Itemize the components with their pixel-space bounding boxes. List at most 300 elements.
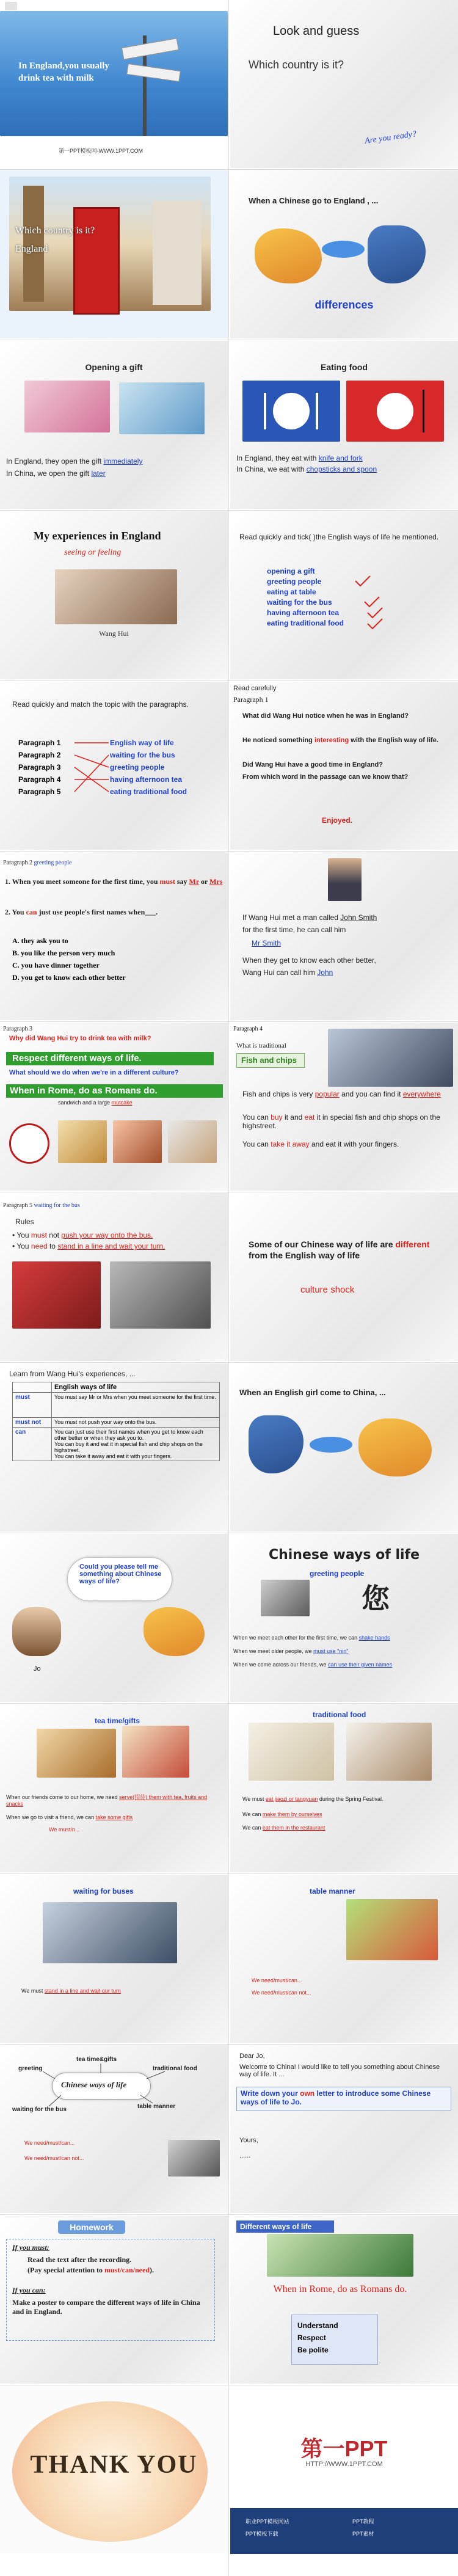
q-highlight: must — [159, 877, 175, 886]
slide-2[interactable] — [230, 0, 458, 168]
keyword: need — [31, 1242, 48, 1250]
paragraph-label — [3, 1202, 80, 1209]
slide-22[interactable] — [230, 1704, 458, 1872]
subtitle: seeing or feeling — [64, 548, 122, 557]
list-item: waiting for the bus — [110, 751, 175, 759]
letter-sign: ...... — [239, 2152, 251, 2159]
answer-text: buy — [271, 1113, 283, 1122]
text-part: We can — [242, 1825, 263, 1831]
slide-title: tea time/gifts — [95, 1717, 140, 1725]
text-part: We must — [242, 1796, 266, 1802]
list-item: Paragraph 4 — [18, 775, 61, 784]
row-header: must not — [13, 1418, 52, 1428]
slide-13[interactable] — [0, 1023, 228, 1191]
answer-text: shake hands — [358, 1635, 390, 1641]
slide-6[interactable] — [230, 341, 458, 509]
q-answer: Mrs — [209, 877, 223, 886]
text-part: When we come across our friends, we — [233, 1662, 329, 1668]
china-map-icon — [144, 1607, 205, 1656]
answer-text — [242, 737, 444, 744]
man-photo — [328, 858, 362, 901]
airplane-icon — [310, 1437, 352, 1453]
q-highlight: can — [26, 908, 37, 916]
differences-text: differences — [314, 299, 374, 311]
cake-photo — [113, 1120, 162, 1163]
slide-18[interactable] — [230, 1363, 458, 1531]
tea-photo — [37, 1729, 116, 1778]
q-part: 2. You — [5, 908, 26, 916]
text-part: from the English way of life — [249, 1250, 360, 1260]
text-part: You — [16, 1242, 31, 1250]
node-label: traditional food — [153, 2065, 197, 2072]
line-2 — [242, 1811, 453, 1817]
text-part: Fish and chips is very — [242, 1090, 315, 1098]
text-part: You can — [242, 1113, 271, 1122]
header-text: Read carefully — [233, 685, 277, 692]
answer-part: He noticed something — [242, 737, 314, 744]
logo-text: 第一PPT — [300, 2436, 388, 2461]
handshake-photo — [261, 1580, 310, 1616]
question-1 — [5, 877, 225, 886]
slide-title: table manner — [310, 1887, 355, 1896]
line-4: When they get to know each other better, — [242, 956, 376, 965]
column-divider — [228, 0, 229, 2576]
slide-title: Learn from Wang Hui's experiences, ... — [9, 1370, 136, 1378]
text-part: When our friends come to our home, we need — [6, 1794, 120, 1800]
sandwich-photo — [58, 1120, 107, 1163]
answer-text: serve(招待) them with tea, fruits and snacks — [6, 1794, 208, 1807]
table-cell: You must not push your way onto the bus. — [52, 1418, 220, 1428]
q-part: say — [175, 877, 189, 886]
answer-text: When in Rome, do as Romans do. — [10, 1085, 158, 1096]
keyword: own — [300, 2089, 315, 2098]
slide-8[interactable] — [230, 511, 458, 679]
rules-heading: Rules — [15, 1217, 34, 1226]
letter-body: Welcome to China! I would like to tell you something about Chinese way of life. It ... — [239, 2063, 440, 2078]
check-marks — [349, 567, 404, 635]
text-part: Wang Hui can call him — [242, 968, 318, 977]
line-2: We need/must/can not... — [252, 1990, 311, 1996]
slide-3[interactable] — [0, 170, 228, 338]
slide-title: Look and guess — [273, 24, 360, 38]
text-part: and eat it with your fingers. — [309, 1140, 399, 1148]
line-2 — [242, 1113, 450, 1130]
paragraph-label: Paragraph 3 — [3, 1026, 33, 1032]
knife-icon — [316, 393, 318, 429]
slide-12[interactable] — [230, 852, 458, 1020]
slide-title: Eating food — [321, 362, 368, 372]
para-text: Paragraph 2 — [3, 859, 33, 866]
slide-1[interactable] — [0, 0, 228, 168]
slide-30[interactable] — [230, 2386, 458, 2554]
nin-character: 您 — [362, 1583, 390, 1615]
answer-text: eat — [304, 1113, 315, 1122]
thank-you-text: THANK YOU — [30, 2451, 198, 2479]
q-answer: Mr — [189, 877, 199, 886]
check-icon — [355, 576, 370, 586]
paragraph-label: Paragraph 4 — [233, 1026, 263, 1032]
text-part: (Pay special attention to — [27, 2266, 104, 2274]
list-item: Paragraph 2 — [18, 751, 61, 759]
instruction-text: Read quickly and match the topic with the paragraphs. — [12, 700, 189, 709]
text-part: and you can find it — [339, 1090, 403, 1098]
dumplings-photo — [249, 1723, 334, 1781]
gift-photo — [119, 382, 205, 434]
list-item: waiting for the bus — [267, 598, 332, 607]
line-text: In England, they open the gift — [6, 457, 104, 465]
text-part: letter to introduce some Chinese ways of life to Jo. — [241, 2089, 431, 2106]
text-part: and a large — [81, 1100, 112, 1106]
line-3: We must/n... — [49, 1826, 80, 1833]
slide-11[interactable] — [0, 852, 228, 1020]
slide-4[interactable] — [230, 170, 458, 338]
slide-10[interactable] — [230, 682, 458, 850]
ready-text: Are you ready? — [364, 130, 417, 146]
task-text — [241, 2089, 448, 2106]
list-item: opening a gift — [267, 567, 315, 575]
option-item[interactable]: A. they ask you to — [12, 936, 68, 945]
url-text: HTTP://WWW.1PPT.COM — [305, 2461, 383, 2468]
answer-text: eat them in the restaurant — [262, 1825, 325, 1831]
option-item[interactable]: B. you like the person very much — [12, 949, 115, 957]
answer-text: stand in a line and wait our turn — [44, 1988, 121, 1994]
answer-text: knife and fork — [318, 454, 363, 462]
list-item: eating traditional food — [267, 619, 344, 627]
list-item: Paragraph 5 — [18, 787, 61, 796]
slide-21[interactable] — [0, 1704, 228, 1872]
question-text: Which country is it? — [15, 225, 95, 236]
list-item: eating at table — [267, 588, 316, 596]
keyword: must/can/need — [104, 2266, 150, 2274]
ways-list — [267, 566, 344, 629]
name-highlight: John Smith — [340, 913, 377, 922]
footer-text: 第一PPT模板网-WWW.1PPT.COM — [59, 148, 143, 154]
question-text: Which country is it? — [249, 59, 344, 71]
table-cell: You must say Mr or Mrs when you meet someone for the first time. — [52, 1393, 220, 1418]
q-part: or — [198, 877, 210, 886]
answer-text: make them by ourselves — [262, 1811, 322, 1817]
row-divider — [0, 680, 458, 681]
answer-text: immediately — [103, 457, 143, 465]
footer-item: 职业PPT模板网站 — [245, 2519, 289, 2525]
airplane-icon — [322, 241, 365, 258]
list-item: Paragraph 3 — [18, 763, 61, 772]
slide-25[interactable] — [0, 2045, 228, 2213]
para-text: Paragraph 5 — [3, 1202, 33, 1209]
question-text: Did Wang Hui have a good time in England? — [242, 761, 383, 768]
building-icon — [153, 201, 202, 305]
slide-title: When an English girl come to China, ... — [239, 1388, 386, 1397]
portrait-photo — [55, 569, 177, 624]
slide-title: waiting for buses — [73, 1887, 134, 1896]
line-text: In China, we open the gift — [6, 469, 92, 478]
line-2: for the first time, he can call him — [242, 925, 346, 934]
china-line — [236, 465, 377, 473]
quote-text: When in Rome, do as Romans do. — [273, 2284, 407, 2294]
clock-icon — [9, 1123, 49, 1164]
slide-9[interactable] — [0, 682, 228, 850]
line-1 — [242, 1090, 450, 1098]
node-label: greeting — [18, 2065, 43, 2072]
landscape-photo — [267, 2234, 413, 2277]
text-part: If Wang Hui met a man called — [242, 913, 341, 922]
options-list — [12, 935, 126, 983]
line-1 — [242, 1796, 453, 1802]
keyword: different — [395, 1239, 430, 1249]
question-text: What should we do when we're in a different culture? — [9, 1069, 179, 1076]
list-item: Understand — [297, 2321, 338, 2330]
paragraph-list — [18, 737, 60, 798]
bus-queue-photo — [43, 1902, 177, 1963]
paragraph-label: Paragraph 1 — [233, 695, 269, 704]
girl-photo — [12, 1607, 61, 1656]
q-part: 1. When you meet someone for the first time, you — [5, 877, 160, 886]
slide-26[interactable] — [230, 2045, 458, 2213]
check-icon — [365, 597, 379, 607]
answer-text: take it away — [271, 1140, 310, 1148]
answer-text: everywhere — [402, 1090, 441, 1098]
culture-shock-text: culture shock — [300, 1285, 355, 1295]
bus-photo — [12, 1261, 101, 1329]
topic-list — [110, 737, 187, 798]
footer-item: PPT教程 — [352, 2519, 374, 2525]
slide-27[interactable] — [0, 2216, 228, 2384]
list-item: greeting people — [110, 763, 165, 772]
instruction-text: Read quickly and tick( )the English ways of life he mentioned. — [239, 533, 439, 541]
people-photo — [328, 1029, 453, 1087]
check-icon — [368, 619, 382, 629]
items-list — [297, 2319, 338, 2356]
line-5 — [242, 968, 333, 977]
slide-20[interactable] — [230, 1534, 458, 1702]
row-header: can — [13, 1428, 52, 1461]
check-icon — [368, 608, 382, 618]
row-divider — [0, 1021, 458, 1022]
can-item: Make a poster to compare the different ways of life in China and in England. — [12, 2298, 200, 2316]
rule-1: • You must not push your way onto the bus. — [12, 1231, 153, 1239]
must-item — [27, 2266, 211, 2275]
question-2 — [5, 907, 225, 917]
match-lines — [73, 740, 110, 801]
answer-text: later — [91, 469, 106, 478]
answer-text: take some gifts — [95, 1814, 133, 1820]
text-part: Write down your — [241, 2089, 300, 2098]
footer-item: PPT素材 — [352, 2531, 374, 2537]
list-item: having afternoon tea — [267, 608, 340, 617]
rule-text: stand in a line and wait your turn. — [57, 1242, 165, 1250]
node-label: table manner — [137, 2103, 176, 2110]
question-text: Why did Wang Hui try to drink tea with milk? — [9, 1035, 151, 1042]
row-divider — [0, 510, 458, 511]
list-item: Paragraph 1 — [18, 739, 61, 747]
queue-photo — [110, 1261, 211, 1329]
answer-text: Enjoyed. — [322, 816, 353, 825]
list-item: English way of life — [110, 739, 174, 747]
list-item: Be polite — [297, 2346, 329, 2354]
text-part: ). — [150, 2266, 154, 2274]
line-1 — [233, 1635, 456, 1641]
text-part: When we meet each other for the first time, we can — [233, 1635, 359, 1641]
phone-booth-icon — [73, 207, 120, 315]
can-heading: If you can: — [12, 2286, 46, 2294]
row-divider — [0, 169, 458, 170]
line-1 — [242, 913, 377, 922]
line-2: We need/must/can not... — [24, 2155, 84, 2161]
tea-photo — [168, 1120, 217, 1163]
line-1 — [6, 1793, 220, 1807]
option-item[interactable]: D. you get to know each other better — [12, 973, 126, 982]
slide-19[interactable] — [0, 1534, 228, 1702]
must-heading: If you must: — [12, 2243, 49, 2252]
row-divider — [0, 1703, 458, 1704]
england-line — [236, 454, 363, 462]
row-divider — [0, 2214, 458, 2215]
line-3 — [233, 1662, 456, 1668]
text-part: to — [47, 1242, 58, 1250]
letter-closing: Yours, — [239, 2137, 258, 2144]
rule-2: • You need to stand in a line and wait your turn. — [12, 1242, 165, 1250]
text-part: Some of our Chinese way of life are — [249, 1239, 396, 1249]
slide-7[interactable] — [0, 511, 228, 679]
answer-part: with the English way of life. — [349, 737, 438, 744]
footer-item: PPT模板下载 — [245, 2531, 278, 2537]
line-3 — [242, 1140, 450, 1148]
slide-29[interactable] — [0, 2386, 228, 2554]
slide-24[interactable] — [230, 1875, 458, 2043]
row-header: must — [13, 1393, 52, 1418]
slide-title: Chinese ways of life — [268, 1547, 420, 1563]
answer-text: eat jiaozi or tangyuan — [265, 1796, 318, 1802]
paragraph-label — [3, 859, 71, 866]
row-divider — [0, 2044, 458, 2045]
slide-title: When a Chinese go to England , ... — [249, 196, 379, 205]
line-3: Mr Smith — [252, 939, 281, 947]
line-2 — [6, 1814, 220, 1820]
slide-title: Homework — [70, 2222, 114, 2232]
text-part: We must — [21, 1988, 45, 1994]
dinner-cartoon — [346, 1899, 438, 1960]
option-item[interactable]: C. you have dinner together — [12, 961, 100, 969]
fork-icon — [264, 393, 266, 429]
line-text: In China, we eat with — [236, 465, 307, 473]
england-line — [6, 457, 142, 465]
text-part: mutcake — [111, 1100, 133, 1106]
slide-title — [249, 1239, 444, 1261]
node-label: tea time&gifts — [76, 2056, 117, 2063]
slide-title: In England,you usually drink tea with milk — [18, 61, 109, 83]
list-item: eating traditional food — [110, 787, 187, 796]
bubble-text: Could you please tell me something about Chinese ways of life? — [79, 1563, 162, 1585]
line-1: We need/must/can... — [24, 2140, 75, 2146]
text-part: You — [16, 1231, 31, 1239]
text-part: during the Spring Festival. — [318, 1796, 383, 1802]
name-highlight: John — [317, 968, 333, 977]
table-cell: You can just use their first names when you get to know each other better or when they ask you to. You can buy it and eat it in special fish and chip shops on the highstreet. You can take it away and eat it with your fingers. — [52, 1428, 220, 1461]
slide-28[interactable] — [230, 2216, 458, 2384]
uk-map-icon — [368, 225, 426, 283]
center-text: Chinese ways of life — [61, 2080, 127, 2089]
plate-icon — [377, 393, 413, 429]
text-part: When we meet older people, we — [233, 1648, 314, 1654]
text-part: You can — [242, 1140, 271, 1148]
letter-greeting: Dear Jo, — [239, 2052, 265, 2060]
line-1 — [21, 1988, 121, 1994]
mindmap-lines — [0, 2045, 228, 2125]
answer-text: popular — [314, 1090, 340, 1098]
gift-photo — [24, 381, 110, 432]
q-part: just use people's first names when___. — [37, 908, 158, 916]
text-part: it and — [282, 1113, 305, 1122]
para-name: waiting for the bus — [34, 1202, 80, 1209]
china-map-icon — [358, 1418, 432, 1476]
text-part: When we go to visit a friend, we can — [6, 1814, 96, 1820]
node-label: waiting for the bus — [12, 2106, 67, 2113]
keyword: must — [31, 1231, 47, 1239]
row-divider — [0, 851, 458, 852]
slide-title: My experiences in England — [34, 530, 161, 542]
answer-text: can use their given names — [328, 1662, 393, 1668]
line-text: In England, they eat with — [236, 454, 319, 462]
slide-title: Different ways of life — [240, 2222, 312, 2231]
question-text: What did Wang Hui notice when he was in England? — [242, 712, 409, 720]
text-part: it in special fish and chip shops on the highstreet. — [242, 1113, 440, 1130]
question-text: From which word in the passage can we know that? — [242, 773, 409, 781]
gift-photo — [122, 1726, 189, 1778]
list-item: Respect — [297, 2333, 326, 2342]
column-header: English ways of life — [52, 1382, 220, 1393]
answer-text: chopsticks and spoon — [306, 465, 377, 473]
slide-title: traditional food — [313, 1710, 366, 1719]
list-item: greeting people — [267, 577, 322, 586]
line-3 — [242, 1825, 453, 1831]
text-part: not — [46, 1231, 62, 1239]
name-text: Wang Hui — [99, 629, 129, 638]
rule-text: push your way onto the bus. — [61, 1231, 153, 1239]
chopsticks-icon — [423, 390, 424, 432]
slide-23[interactable] — [0, 1875, 228, 2043]
para-name: greeting people — [34, 859, 72, 866]
text-part: We can — [242, 1811, 263, 1817]
answer-text: Respect different ways of life. — [12, 1053, 142, 1064]
plate-icon — [273, 393, 310, 429]
subtitle: greeting people — [310, 1569, 365, 1578]
fish-text: Fish and chips — [241, 1056, 297, 1065]
slide-16[interactable] — [230, 1193, 458, 1361]
answer-text: England — [15, 244, 48, 254]
slide-14[interactable] — [230, 1023, 458, 1191]
list-item: having afternoon tea — [110, 775, 183, 784]
people-photo — [168, 2140, 220, 2176]
slide-5[interactable] — [0, 341, 228, 509]
name-text: Jo — [34, 1665, 41, 1673]
logo-icon — [5, 2, 17, 10]
answer-highlight: interesting — [314, 737, 349, 744]
ways-table — [12, 1382, 220, 1461]
slide-17[interactable] — [0, 1363, 228, 1531]
row-divider — [0, 1362, 458, 1363]
answer-text: must use "nin" — [313, 1648, 349, 1654]
uk-map-icon — [249, 1415, 304, 1473]
food-text — [58, 1100, 133, 1106]
question-text: What is traditional — [236, 1042, 286, 1049]
china-line — [6, 469, 106, 478]
must-item: Read the text after the recording. — [27, 2255, 132, 2264]
china-map-icon — [255, 228, 322, 283]
text-part: sandwich — [58, 1100, 81, 1106]
slide-15[interactable] — [0, 1193, 228, 1361]
tangyuan-photo — [346, 1723, 432, 1781]
line-2 — [233, 1648, 456, 1654]
